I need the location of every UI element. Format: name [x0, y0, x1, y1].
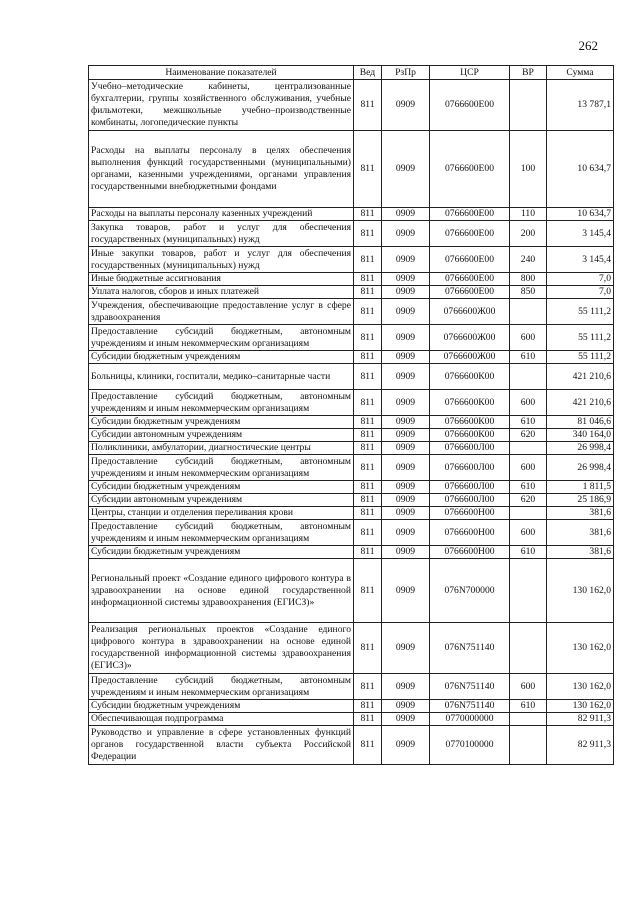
row-rzpr-cell: 0909 [382, 442, 430, 455]
table-row [89, 559, 614, 623]
row-csr-cell: 0766600Е00 [430, 247, 510, 273]
row-ved-cell: 811 [354, 442, 382, 455]
row-sum-cell: 3 145,4 [547, 221, 614, 247]
row-ved-cell: 811 [354, 726, 382, 765]
row-csr-cell: 0770100000 [430, 726, 510, 765]
row-rzpr-cell: 0909 [382, 364, 430, 390]
table-row [89, 546, 614, 559]
table-row [89, 726, 614, 765]
row-name-cell: Предоставление субсидий бюджетным, автономным учреждениям и иным некоммерческим организациям [89, 520, 354, 546]
table-row [89, 623, 614, 674]
table-header-row [89, 66, 614, 80]
row-csr-cell: 0766600Е00 [430, 221, 510, 247]
table-body [89, 80, 614, 765]
table-row [89, 416, 614, 429]
row-rzpr-cell: 0909 [382, 299, 430, 325]
row-name-cell: Учебно–методические кабинеты, централизованные бухгалтерии, группы хозяйственного обслуживания, учебные фильмотеки, межшкольные учебно–производственные комбинаты, логопедические пункты [89, 80, 354, 131]
table-row [89, 520, 614, 546]
row-vr-cell: 110 [510, 208, 547, 221]
table-row [89, 494, 614, 507]
row-csr-cell: 076N700000 [430, 559, 510, 623]
row-vr-cell [510, 559, 547, 623]
row-ved-cell: 811 [354, 713, 382, 726]
row-sum-cell: 381,6 [547, 507, 614, 520]
row-name-cell: Субсидии бюджетным учреждениям [89, 351, 354, 364]
row-name-cell: Иные бюджетные ассигнования [89, 273, 354, 286]
row-ved-cell: 811 [354, 390, 382, 416]
row-ved-cell: 811 [354, 700, 382, 713]
row-sum-cell: 10 634,7 [547, 208, 614, 221]
row-vr-cell [510, 442, 547, 455]
row-csr-cell: 076N751140 [430, 623, 510, 674]
row-csr-cell: 0766600Н00 [430, 520, 510, 546]
row-name-cell: Субсидии автономным учреждениям [89, 429, 354, 442]
row-rzpr-cell: 0909 [382, 559, 430, 623]
row-sum-cell: 25 186,9 [547, 494, 614, 507]
table-row [89, 442, 614, 455]
row-name-cell: Учреждения, обеспечивающие предоставление услуг в сфере здравоохранения [89, 299, 354, 325]
row-csr-cell: 0770000000 [430, 713, 510, 726]
row-ved-cell: 811 [354, 481, 382, 494]
row-ved-cell: 811 [354, 286, 382, 299]
table-row [89, 286, 614, 299]
header-csr: ЦСР [430, 66, 510, 80]
row-rzpr-cell: 0909 [382, 726, 430, 765]
row-ved-cell: 811 [354, 520, 382, 546]
row-sum-cell: 421 210,6 [547, 390, 614, 416]
row-csr-cell: 0766600Л00 [430, 442, 510, 455]
header-sum: Сумма [547, 66, 614, 80]
row-csr-cell: 0766600Е00 [430, 131, 510, 208]
table-row [89, 221, 614, 247]
row-sum-cell: 55 111,2 [547, 299, 614, 325]
row-name-cell: Обеспечивающая подпрограмма [89, 713, 354, 726]
row-vr-cell: 610 [510, 351, 547, 364]
row-csr-cell: 0766600Л00 [430, 481, 510, 494]
row-rzpr-cell: 0909 [382, 273, 430, 286]
row-sum-cell: 340 164,0 [547, 429, 614, 442]
row-name-cell: Иные закупки товаров, работ и услуг для обеспечения государственных (муниципальных) нужд [89, 247, 354, 273]
row-sum-cell: 421 210,6 [547, 364, 614, 390]
row-vr-cell: 600 [510, 520, 547, 546]
row-rzpr-cell: 0909 [382, 481, 430, 494]
row-rzpr-cell: 0909 [382, 247, 430, 273]
table-row [89, 700, 614, 713]
row-csr-cell: 0766600Е00 [430, 286, 510, 299]
table-row [89, 390, 614, 416]
table-row [89, 273, 614, 286]
row-vr-cell: 610 [510, 416, 547, 429]
row-csr-cell: 076N751140 [430, 674, 510, 700]
row-rzpr-cell: 0909 [382, 131, 430, 208]
row-ved-cell: 811 [354, 455, 382, 481]
row-csr-cell: 0766600Е00 [430, 273, 510, 286]
row-sum-cell: 82 911,3 [547, 726, 614, 765]
header-ved: Вед [354, 66, 382, 80]
row-csr-cell: 0766600К00 [430, 390, 510, 416]
table-row [89, 208, 614, 221]
row-name-cell: Субсидии бюджетным учреждениям [89, 546, 354, 559]
row-name-cell: Субсидии бюджетным учреждениям [89, 481, 354, 494]
table-row [89, 299, 614, 325]
row-vr-cell: 240 [510, 247, 547, 273]
row-sum-cell: 26 998,4 [547, 442, 614, 455]
row-sum-cell: 26 998,4 [547, 455, 614, 481]
row-vr-cell [510, 299, 547, 325]
row-name-cell: Реализация региональных проектов «Создание единого цифрового контура в здравоохранении на основе единой государственной информационной системы здравоохранения (ЕГИСЗ)» [89, 623, 354, 674]
row-rzpr-cell: 0909 [382, 713, 430, 726]
row-ved-cell: 811 [354, 546, 382, 559]
row-name-cell: Расходы на выплаты персоналу казенных учреждений [89, 208, 354, 221]
row-csr-cell: 0766600Н00 [430, 546, 510, 559]
table-row [89, 131, 614, 208]
row-csr-cell: 0766600К00 [430, 416, 510, 429]
table-row [89, 674, 614, 700]
row-rzpr-cell: 0909 [382, 416, 430, 429]
row-vr-cell: 600 [510, 325, 547, 351]
row-rzpr-cell: 0909 [382, 494, 430, 507]
row-ved-cell: 811 [354, 208, 382, 221]
row-csr-cell: 0766600К00 [430, 429, 510, 442]
row-ved-cell: 811 [354, 416, 382, 429]
row-sum-cell: 130 162,0 [547, 700, 614, 713]
row-name-cell: Руководство и управление в сфере установленных функций органов государственной власти субъекта Российской Федерации [89, 726, 354, 765]
row-rzpr-cell: 0909 [382, 520, 430, 546]
budget-table [88, 65, 614, 765]
row-name-cell: Расходы на выплаты персоналу в целях обеспечения выполнения функций государственными (муниципальными) органами, казенными учреждениями, органами управления государственными внебюджетными фондами [89, 131, 354, 208]
row-sum-cell: 3 145,4 [547, 247, 614, 273]
row-rzpr-cell: 0909 [382, 351, 430, 364]
row-csr-cell: 0766600Е00 [430, 80, 510, 131]
row-rzpr-cell: 0909 [382, 221, 430, 247]
row-vr-cell: 600 [510, 674, 547, 700]
row-sum-cell: 13 787,1 [547, 80, 614, 131]
row-name-cell: Предоставление субсидий бюджетным, автономным учреждениям и иным некоммерческим организациям [89, 674, 354, 700]
row-vr-cell: 610 [510, 481, 547, 494]
row-vr-cell [510, 623, 547, 674]
row-ved-cell: 811 [354, 623, 382, 674]
table-row [89, 429, 614, 442]
row-csr-cell: 076N751140 [430, 700, 510, 713]
row-ved-cell: 811 [354, 559, 382, 623]
row-csr-cell: 0766600К00 [430, 364, 510, 390]
row-sum-cell: 10 634,7 [547, 131, 614, 208]
row-vr-cell: 610 [510, 700, 547, 713]
table-row [89, 481, 614, 494]
row-rzpr-cell: 0909 [382, 455, 430, 481]
table-row [89, 364, 614, 390]
row-rzpr-cell: 0909 [382, 80, 430, 131]
row-csr-cell: 0766600Н00 [430, 507, 510, 520]
row-csr-cell: 0766600Л00 [430, 455, 510, 481]
row-sum-cell: 130 162,0 [547, 559, 614, 623]
row-name-cell: Субсидии бюджетным учреждениям [89, 700, 354, 713]
row-rzpr-cell: 0909 [382, 390, 430, 416]
row-name-cell: Предоставление субсидий бюджетным, автономным учреждениям и иным некоммерческим организациям [89, 455, 354, 481]
row-vr-cell [510, 726, 547, 765]
row-name-cell: Субсидии автономным учреждениям [89, 494, 354, 507]
row-rzpr-cell: 0909 [382, 325, 430, 351]
row-ved-cell: 811 [354, 273, 382, 286]
row-ved-cell: 811 [354, 131, 382, 208]
row-sum-cell: 381,6 [547, 520, 614, 546]
table-row [89, 713, 614, 726]
header-name: Наименование показателей [89, 66, 354, 80]
row-sum-cell: 55 111,2 [547, 325, 614, 351]
row-sum-cell: 130 162,0 [547, 674, 614, 700]
row-csr-cell: 0766600Ж00 [430, 299, 510, 325]
header-vr: ВР [510, 66, 547, 80]
row-ved-cell: 811 [354, 299, 382, 325]
row-name-cell: Предоставление субсидий бюджетным, автономным учреждениям и иным некоммерческим организациям [89, 390, 354, 416]
table-row [89, 247, 614, 273]
row-vr-cell: 200 [510, 221, 547, 247]
row-vr-cell [510, 80, 547, 131]
row-sum-cell: 55 111,2 [547, 351, 614, 364]
row-vr-cell: 800 [510, 273, 547, 286]
row-vr-cell: 600 [510, 390, 547, 416]
row-sum-cell: 381,6 [547, 546, 614, 559]
row-vr-cell [510, 713, 547, 726]
row-ved-cell: 811 [354, 494, 382, 507]
row-vr-cell: 600 [510, 455, 547, 481]
row-vr-cell: 620 [510, 494, 547, 507]
row-ved-cell: 811 [354, 247, 382, 273]
row-name-cell: Уплата налогов, сборов и иных платежей [89, 286, 354, 299]
row-name-cell: Региональный проект «Создание единого цифрового контура в здравоохранении на основе единой государственной информационной системы здравоохранения (ЕГИСЗ)» [89, 559, 354, 623]
row-sum-cell: 1 811,5 [547, 481, 614, 494]
row-vr-cell: 620 [510, 429, 547, 442]
row-vr-cell: 100 [510, 131, 547, 208]
row-vr-cell [510, 507, 547, 520]
row-csr-cell: 0766600Ж00 [430, 325, 510, 351]
row-vr-cell [510, 364, 547, 390]
table-row [89, 325, 614, 351]
row-sum-cell: 7,0 [547, 286, 614, 299]
row-name-cell: Субсидии бюджетным учреждениям [89, 416, 354, 429]
row-ved-cell: 811 [354, 221, 382, 247]
row-sum-cell: 7,0 [547, 273, 614, 286]
row-rzpr-cell: 0909 [382, 286, 430, 299]
row-csr-cell: 0766600Л00 [430, 494, 510, 507]
row-sum-cell: 130 162,0 [547, 623, 614, 674]
row-rzpr-cell: 0909 [382, 674, 430, 700]
row-csr-cell: 0766600Е00 [430, 208, 510, 221]
table-row [89, 80, 614, 131]
row-name-cell: Закупка товаров, работ и услуг для обеспечения государственных (муниципальных) нужд [89, 221, 354, 247]
row-name-cell: Поликлиники, амбулатории, диагностические центры [89, 442, 354, 455]
table-row [89, 351, 614, 364]
row-ved-cell: 811 [354, 80, 382, 131]
row-ved-cell: 811 [354, 429, 382, 442]
table-row [89, 507, 614, 520]
row-name-cell: Центры, станции и отделения переливания крови [89, 507, 354, 520]
row-sum-cell: 81 046,6 [547, 416, 614, 429]
row-rzpr-cell: 0909 [382, 546, 430, 559]
row-sum-cell: 82 911,3 [547, 713, 614, 726]
row-rzpr-cell: 0909 [382, 429, 430, 442]
row-name-cell: Больницы, клиники, госпитали, медико–санитарные части [89, 364, 354, 390]
table-row [89, 455, 614, 481]
row-rzpr-cell: 0909 [382, 623, 430, 674]
row-ved-cell: 811 [354, 674, 382, 700]
row-ved-cell: 811 [354, 364, 382, 390]
row-vr-cell: 610 [510, 546, 547, 559]
row-csr-cell: 0766600Ж00 [430, 351, 510, 364]
row-rzpr-cell: 0909 [382, 700, 430, 713]
row-name-cell: Предоставление субсидий бюджетным, автономным учреждениям и иным некоммерческим организациям [89, 325, 354, 351]
page-number: 262 [578, 38, 598, 53]
header-rzpr: РзПр [382, 66, 430, 80]
row-rzpr-cell: 0909 [382, 507, 430, 520]
row-ved-cell: 811 [354, 507, 382, 520]
row-ved-cell: 811 [354, 325, 382, 351]
row-ved-cell: 811 [354, 351, 382, 364]
row-vr-cell: 850 [510, 286, 547, 299]
row-rzpr-cell: 0909 [382, 208, 430, 221]
